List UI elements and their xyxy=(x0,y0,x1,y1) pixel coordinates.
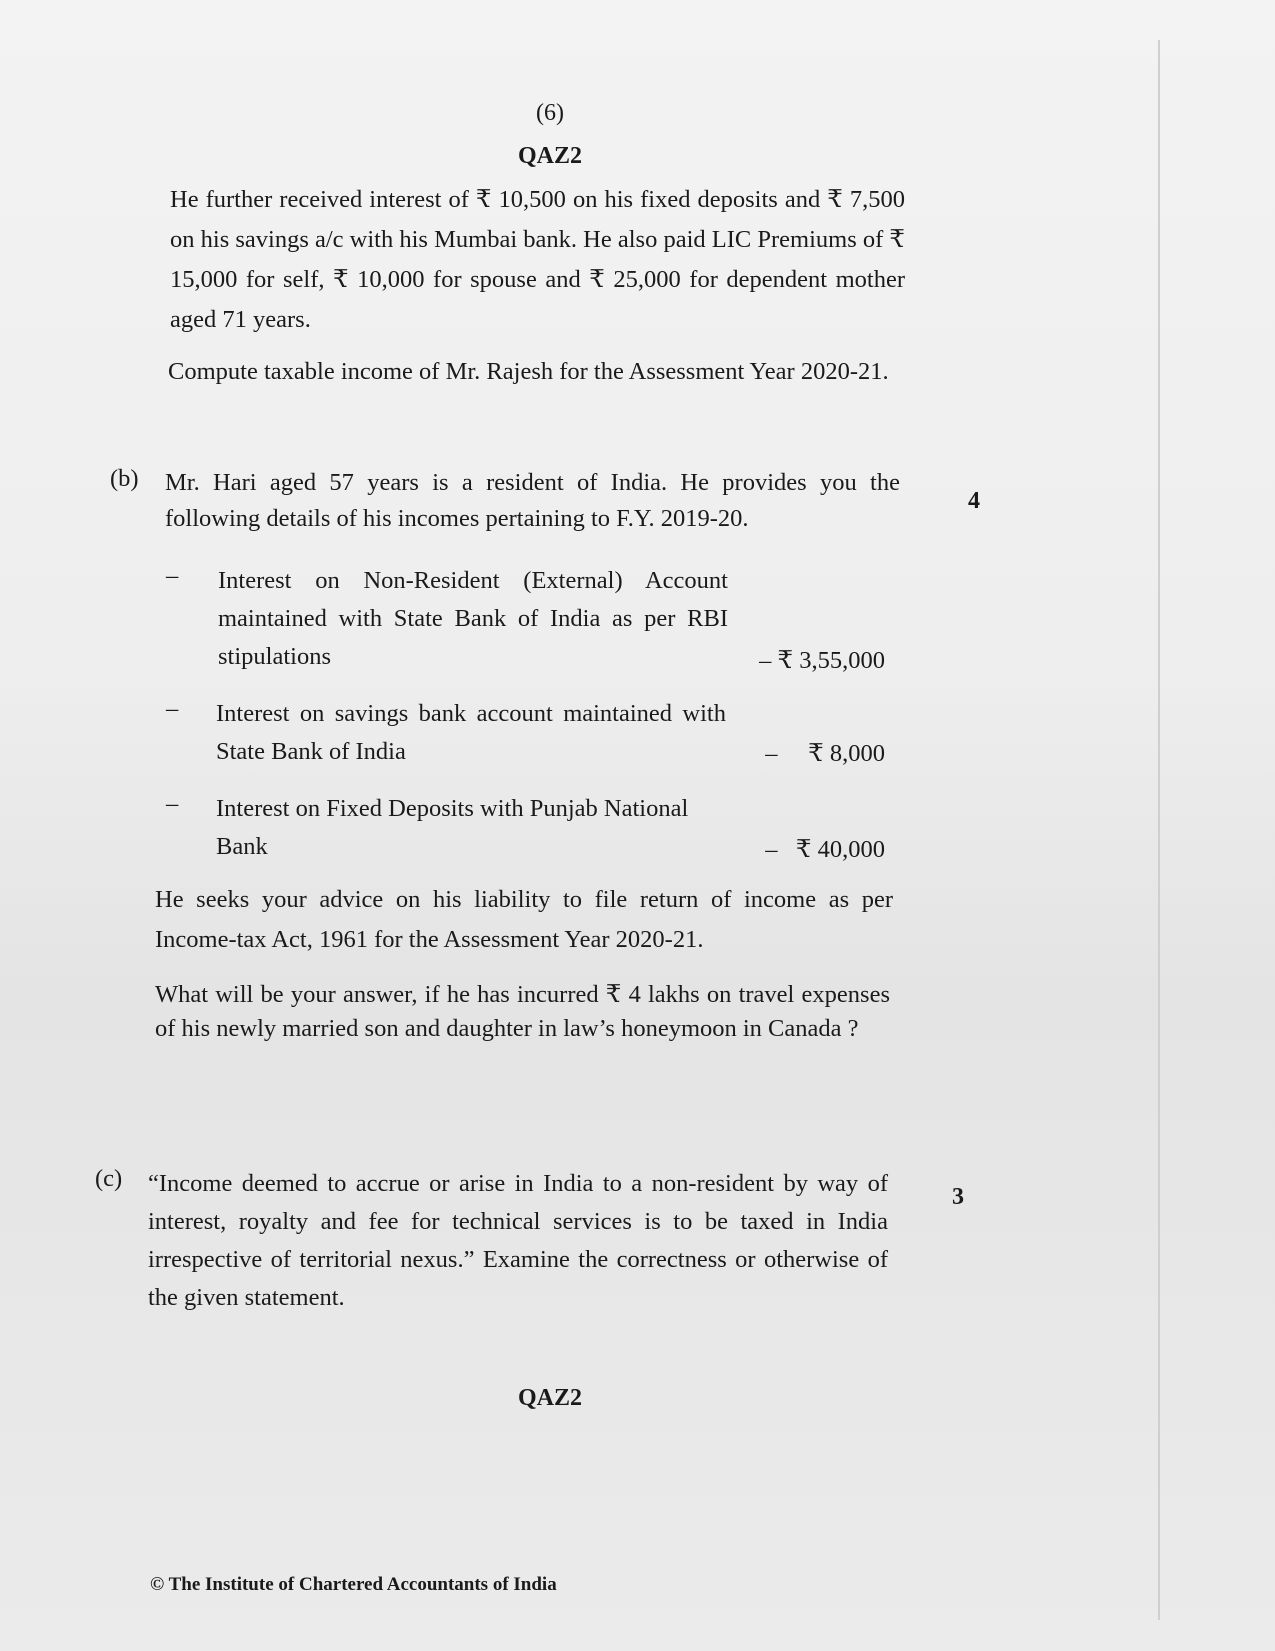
item-1-text: Interest on Non-Resident (External) Account maintained with State Bank of India as per RBI stipulations xyxy=(218,567,728,670)
continuation-paragraph: He further received interest of ₹ 10,500 on his fixed deposits and ₹ 7,500 on his savings a/c with his Mumbai bank. He also paid LIC Premiums of ₹ 15,000 for self, ₹ 10,000 for spouse and ₹ 25,000 for dependent mother aged 71 years. xyxy=(170,186,905,333)
item-1-dash: – xyxy=(166,562,179,589)
item-2-dash: – xyxy=(166,695,179,722)
question-c-text: “Income deemed to accrue or arise in India to a non-resident by way of interest, royalty and fee for technical services is to be taxed in India irrespective of territorial nexus.” Examine the correctness or otherwise of the given statement. xyxy=(148,1170,888,1311)
question-c-marks: 3 xyxy=(952,1184,964,1210)
item-2-text: Interest on savings bank account maintained with State Bank of India xyxy=(216,700,726,765)
question-b-intro: Mr. Hari aged 57 years is a resident of India. He provides you the following details of his incomes pertaining to F.Y. 2019-20. xyxy=(165,469,900,532)
item-1-amount: – ₹ 3,55,000 xyxy=(759,647,885,674)
item-3-dash: – xyxy=(166,790,179,817)
page-number: (6) xyxy=(536,100,564,126)
page-edge-shadow xyxy=(1158,40,1160,1620)
item-3-amount: – ₹ 40,000 xyxy=(765,836,885,863)
paper-code-top: QAZ2 xyxy=(517,143,582,169)
question-b-label: (b) xyxy=(110,465,139,492)
question-b-followup: What will be your answer, if he has incurred ₹ 4 lakhs on travel expenses of his newly married son and daughter in law’s honeymoon in Canada ? xyxy=(155,981,890,1042)
item-2-amount: – ₹ 8,000 xyxy=(765,740,885,767)
question-c-label: (c) xyxy=(95,1165,123,1192)
item-3-text: Interest on Fixed Deposits with Punjab National Bank xyxy=(216,795,689,860)
continuation-instruction: Compute taxable income of Mr. Rajesh for the Assessment Year 2020-21. xyxy=(168,358,889,385)
question-b-advice: He seeks your advice on his liability to file return of income as per Income-tax Act, 1961 for the Assessment Year 2020-21. xyxy=(155,886,893,953)
question-b-marks: 4 xyxy=(968,488,980,514)
paper-code-bottom: QAZ2 xyxy=(517,1385,582,1411)
copyright-footer: © The Institute of Chartered Accountants of India xyxy=(150,1574,557,1595)
